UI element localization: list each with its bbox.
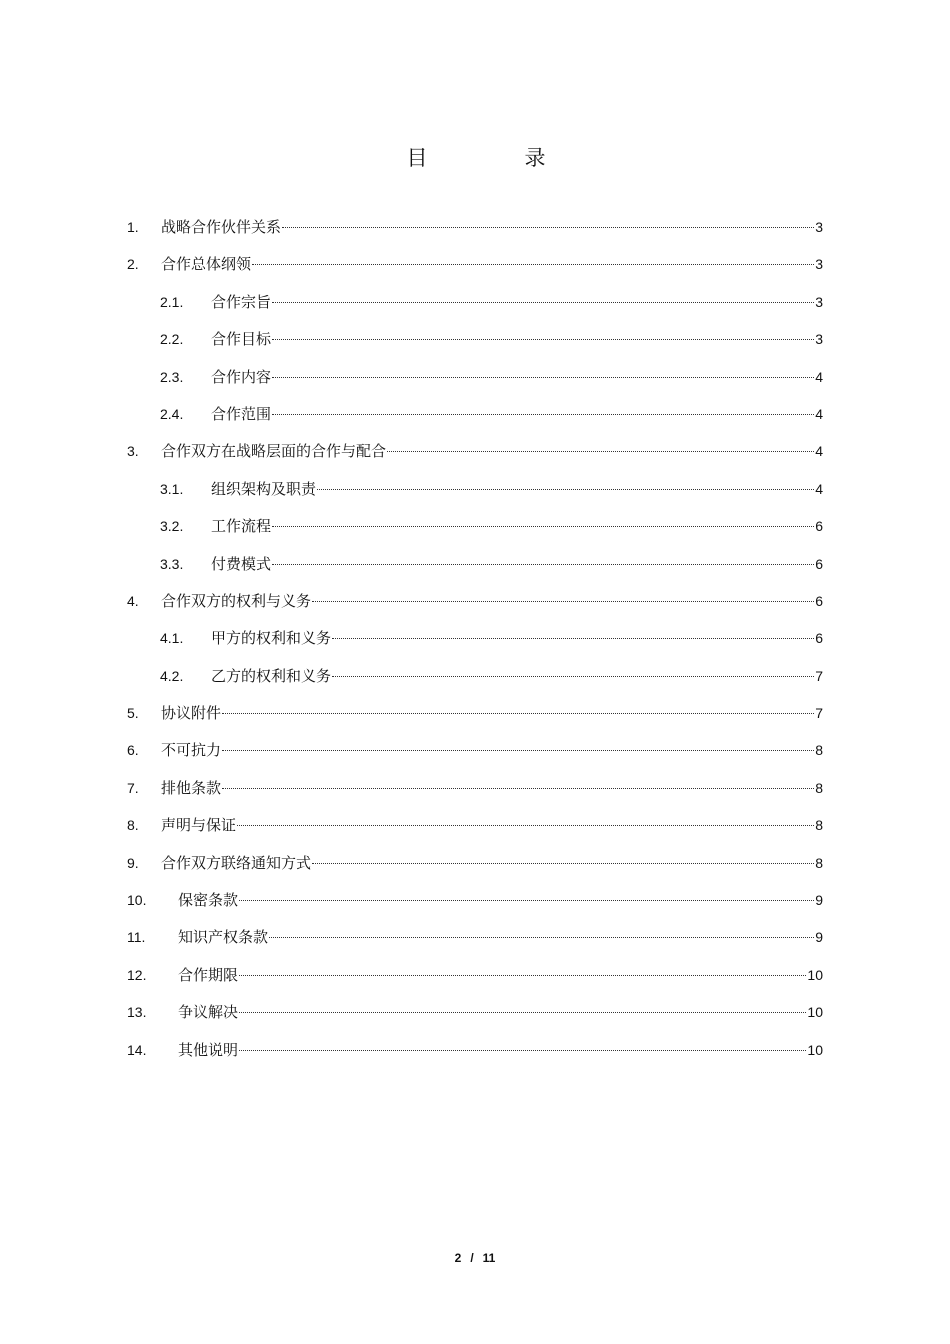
toc-entry-number: 2.2. bbox=[160, 331, 184, 348]
toc-entry-number: 3. bbox=[127, 443, 139, 460]
toc-dot-leader bbox=[272, 338, 814, 340]
toc-entry-page-number: 3 bbox=[815, 256, 823, 273]
toc-entry[interactable] bbox=[127, 474, 823, 511]
toc-entry-title[interactable]: 合作双方的权利与义务 bbox=[161, 591, 312, 610]
page-footer bbox=[0, 1249, 950, 1267]
toc-entry[interactable] bbox=[127, 436, 823, 473]
toc-entry-number: 4.1. bbox=[160, 630, 184, 647]
toc-entry-page-number: 10 bbox=[807, 966, 823, 983]
toc-entry-number: 13. bbox=[127, 1004, 147, 1021]
toc-entry-title[interactable]: 合作双方联络通知方式 bbox=[161, 853, 312, 872]
toc-entry-title[interactable]: 合作总体纲领 bbox=[161, 255, 252, 274]
toc-entry-page-number: 7 bbox=[815, 667, 823, 684]
toc-entry-page-number: 4 bbox=[815, 368, 823, 385]
toc-entry[interactable] bbox=[127, 586, 823, 623]
toc-entry-page-number: 10 bbox=[807, 1004, 823, 1021]
toc-entry-page-number: 10 bbox=[807, 1041, 823, 1058]
toc-entry[interactable] bbox=[127, 549, 823, 586]
toc-entry-title[interactable]: 合作范围 bbox=[211, 404, 272, 423]
toc-entry[interactable] bbox=[127, 1035, 823, 1072]
total-page-count: 11 bbox=[482, 1251, 496, 1265]
toc-entry[interactable] bbox=[127, 735, 823, 772]
toc-entry-number: 14. bbox=[127, 1041, 147, 1058]
toc-dot-leader bbox=[222, 787, 814, 789]
toc-entry-number: 3.2. bbox=[160, 518, 184, 535]
toc-entry-number: 2.4. bbox=[160, 405, 184, 422]
toc-entry[interactable] bbox=[127, 848, 823, 885]
toc-dot-leader bbox=[282, 226, 814, 228]
toc-entry-page-number: 3 bbox=[815, 219, 823, 235]
toc-entry-page-number: 6 bbox=[815, 592, 823, 609]
toc-entry[interactable] bbox=[127, 362, 823, 399]
toc-dot-leader bbox=[252, 263, 814, 265]
toc-dot-leader bbox=[222, 712, 814, 714]
toc-entry-title[interactable]: 组织架构及职责 bbox=[211, 479, 317, 498]
toc-entry[interactable] bbox=[127, 698, 823, 735]
toc-entry-title[interactable]: 合作宗旨 bbox=[211, 292, 272, 311]
toc-entry-page-number: 9 bbox=[815, 892, 823, 909]
toc-dot-leader bbox=[312, 600, 814, 602]
toc-entry-number: 6. bbox=[127, 742, 139, 759]
toc-dot-leader bbox=[222, 749, 814, 751]
toc-entry-title[interactable]: 合作目标 bbox=[211, 330, 272, 349]
toc-entry-number: 2. bbox=[127, 256, 139, 273]
toc-entry-page-number: 3 bbox=[815, 293, 823, 310]
toc-entry-page-number: 3 bbox=[815, 331, 823, 348]
toc-entry[interactable] bbox=[127, 773, 823, 810]
toc-entry-page-number: 4 bbox=[815, 480, 823, 497]
toc-entry[interactable] bbox=[127, 997, 823, 1034]
toc-entry-title[interactable]: 甲方的权利和义务 bbox=[211, 629, 332, 648]
toc-entry-title[interactable]: 知识产权条款 bbox=[178, 928, 269, 947]
toc-dot-leader bbox=[272, 413, 814, 415]
toc-entry-page-number: 4 bbox=[815, 405, 823, 422]
current-page-number: 2 bbox=[454, 1251, 462, 1265]
toc-dot-leader bbox=[269, 936, 814, 938]
toc-dot-leader bbox=[239, 974, 806, 976]
toc-dot-leader bbox=[317, 488, 814, 490]
toc-entry-title[interactable]: 保密条款 bbox=[178, 891, 239, 910]
toc-entry[interactable] bbox=[127, 810, 823, 847]
toc-entry-title[interactable]: 付费模式 bbox=[211, 554, 272, 573]
toc-entry-number: 10. bbox=[127, 892, 147, 909]
toc-entry[interactable] bbox=[127, 399, 823, 436]
toc-entry-title[interactable]: 战略合作伙伴关系 bbox=[161, 218, 282, 236]
toc-entry-title[interactable]: 排他条款 bbox=[161, 778, 222, 797]
toc-entry-number: 11. bbox=[127, 929, 146, 946]
toc-entry-number: 7. bbox=[127, 779, 139, 796]
toc-entry-title[interactable]: 不可抗力 bbox=[161, 741, 222, 760]
toc-entry-page-number: 9 bbox=[815, 929, 823, 946]
toc-title: 目 录 bbox=[406, 146, 584, 170]
toc-entry[interactable] bbox=[127, 249, 823, 286]
toc-entry-page-number: 8 bbox=[815, 854, 823, 871]
toc-entry-page-number: 4 bbox=[815, 443, 823, 460]
toc-dot-leader bbox=[272, 563, 814, 565]
toc-entry-number: 8. bbox=[127, 817, 139, 834]
toc-entry[interactable] bbox=[127, 623, 823, 660]
toc-entry-number: 4. bbox=[127, 592, 139, 609]
toc-dot-leader bbox=[312, 862, 814, 864]
toc-entry[interactable] bbox=[127, 885, 823, 922]
toc-dot-leader bbox=[237, 824, 814, 826]
toc-entry-title[interactable]: 合作内容 bbox=[211, 367, 272, 386]
toc-entry-page-number: 8 bbox=[815, 742, 823, 759]
toc-entry-number: 4.2. bbox=[160, 667, 184, 684]
toc-entry-number: 3.1. bbox=[160, 480, 184, 497]
toc-entry[interactable] bbox=[127, 212, 823, 249]
toc-entry[interactable] bbox=[127, 324, 823, 361]
toc-entry-title[interactable]: 其他说明 bbox=[178, 1040, 239, 1059]
page-separator: / bbox=[470, 1251, 474, 1265]
toc-entry[interactable] bbox=[127, 287, 823, 324]
toc-entry-title[interactable]: 协议附件 bbox=[161, 704, 222, 723]
toc-entry[interactable] bbox=[127, 661, 823, 698]
toc-entry-page-number: 6 bbox=[815, 630, 823, 647]
toc-dot-leader bbox=[272, 376, 814, 378]
toc-entry-title[interactable]: 声明与保证 bbox=[161, 816, 237, 835]
table-of-contents bbox=[127, 212, 823, 1072]
toc-entry-number: 9. bbox=[127, 854, 139, 871]
toc-entry-page-number: 8 bbox=[815, 817, 823, 834]
toc-dot-leader bbox=[332, 675, 814, 677]
toc-entry[interactable] bbox=[127, 922, 823, 959]
toc-dot-leader bbox=[239, 1011, 806, 1013]
toc-entry-title[interactable]: 合作双方在战略层面的合作与配合 bbox=[161, 442, 387, 461]
toc-entry-number: 2.3. bbox=[160, 368, 184, 385]
toc-entry-page-number: 6 bbox=[815, 518, 823, 535]
toc-entry-number: 3.3. bbox=[160, 555, 184, 572]
toc-entry-title[interactable]: 合作期限 bbox=[178, 965, 239, 984]
toc-entry-number: 5. bbox=[127, 705, 139, 722]
toc-entry-number: 1. bbox=[127, 219, 139, 235]
toc-dot-leader bbox=[272, 301, 814, 303]
toc-entry-number: 12. bbox=[127, 966, 147, 983]
toc-entry[interactable] bbox=[127, 960, 823, 997]
toc-dot-leader bbox=[272, 525, 814, 527]
toc-entry-page-number: 8 bbox=[815, 779, 823, 796]
toc-entry-page-number: 6 bbox=[815, 555, 823, 572]
toc-entry-page-number: 7 bbox=[815, 705, 823, 722]
toc-entry-title[interactable]: 乙方的权利和义务 bbox=[211, 666, 332, 685]
toc-dot-leader bbox=[239, 1049, 806, 1051]
toc-entry[interactable] bbox=[127, 511, 823, 548]
toc-dot-leader bbox=[332, 637, 814, 639]
toc-entry-title[interactable]: 工作流程 bbox=[211, 517, 272, 536]
toc-dot-leader bbox=[387, 450, 814, 452]
toc-dot-leader bbox=[239, 899, 814, 901]
toc-entry-number: 2.1. bbox=[160, 293, 184, 310]
toc-entry-title[interactable]: 争议解决 bbox=[178, 1003, 239, 1022]
